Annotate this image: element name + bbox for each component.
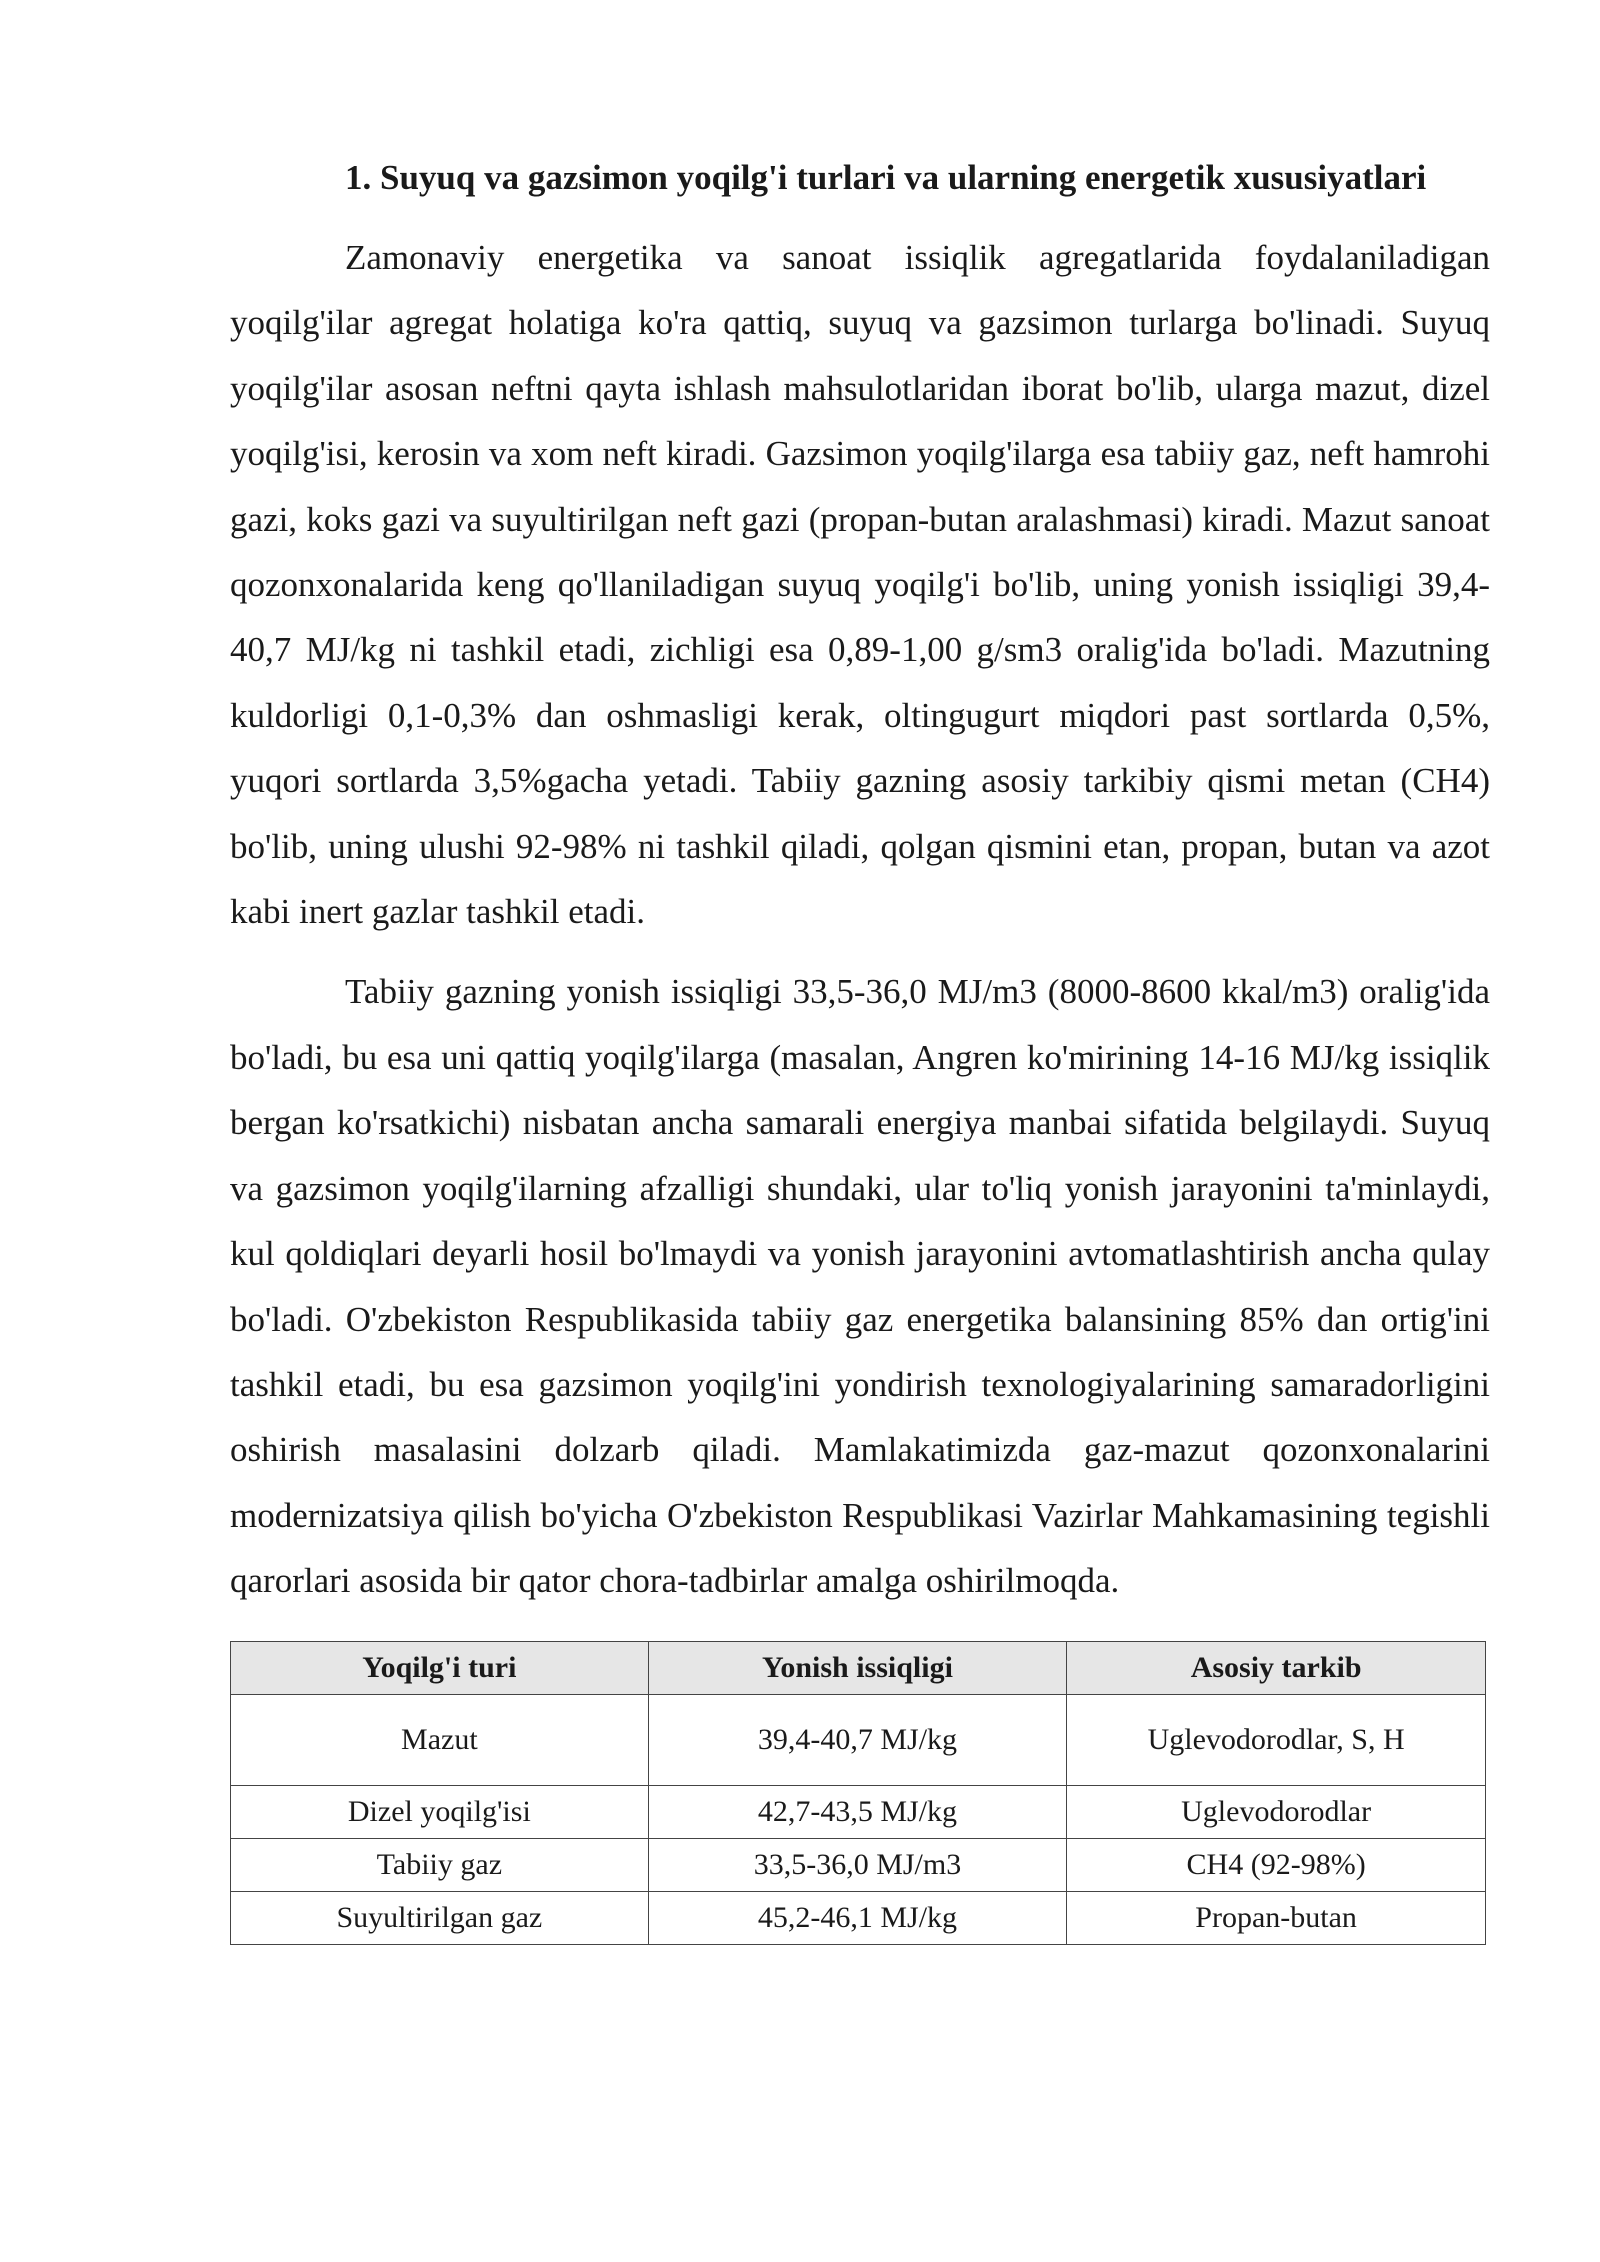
table-header-row: [231, 1641, 1486, 1694]
fuel-properties-table: [230, 1641, 1486, 1945]
cell-fuel-type: Suyultirilgan gaz: [231, 1891, 649, 1944]
cell-composition: Uglevodorodlar: [1067, 1785, 1486, 1838]
cell-heating-value: 42,7-43,5 MJ/kg: [648, 1785, 1067, 1838]
header-heating-value: Yonish issiqligi: [648, 1641, 1067, 1694]
table-row: [231, 1838, 1486, 1891]
table-row: [231, 1694, 1486, 1785]
cell-fuel-type: Tabiiy gaz: [231, 1838, 649, 1891]
cell-heating-value: 39,4-40,7 MJ/kg: [648, 1694, 1067, 1785]
document-body: [230, 145, 1490, 1945]
cell-fuel-type: Mazut: [231, 1694, 649, 1785]
header-main-composition: Asosiy tarkib: [1067, 1641, 1486, 1694]
cell-composition: CH4 (92-98%): [1067, 1838, 1486, 1891]
paragraph-2: Tabiiy gazning yonish issiqligi 33,5-36,0 MJ/m3 (8000-8600 kkal/m3) oralig'ida bo'ladi, bu esa uni qattiq yoqilg'ilarga (masalan, Angren ko'mirining 14-16 MJ/kg issiqlik bergan ko'rsatkichi) nisbatan ancha samarali energiya manbai sifatida belgilaydi. Suyuq va gazsimon yoqilg'ilarning afzalligi shundaki, ular to'liq yonish jarayonini ta'minlaydi, kul qoldiqlari deyarli hosil bo'lmaydi va yonish jarayonini avtomatlashtirish ancha qulay bo'ladi. O'zbekiston Respublikasida tabiiy gaz energetika balansining 85% dan ortig'ini tashkil etadi, bu esa gazsimon yoqilg'ini yondirish texnologiyalarining samaradorligini oshirish masalasini dolzarb qiladi. Mamlakatimizda gaz-mazut qozonxonalarini modernizatsiya qilish bo'yicha O'zbekiston Respublikasi Vazirlar Mahkamasining tegishli qarorlari asosida bir qator chora-tadbirlar amalga oshirilmoqda.: [230, 972, 1490, 1601]
header-fuel-type: Yoqilg'i turi: [231, 1641, 649, 1694]
fuel-table-wrapper: [230, 1641, 1486, 1945]
cell-composition: Uglevodorodlar, S, H: [1067, 1694, 1486, 1785]
cell-fuel-type: Dizel yoqilg'isi: [231, 1785, 649, 1838]
paragraph-1: Zamonaviy energetika va sanoat issiqlik agregatlarida foydalaniladigan yoqilg'ilar agregat holatiga ko'ra qattiq, suyuq va gazsimon turlarga bo'linadi. Suyuq yoqilg'ilar asosan neftni qayta ishlash mahsulotlaridan iborat bo'lib, ularga mazut, dizel yoqilg'isi, kerosin va xom neft kiradi. Gazsimon yoqilg'ilarga esa tabiiy gaz, neft hamrohi gazi, koks gazi va suyultirilgan neft gazi (propan-butan aralashmasi) kiradi. Mazut sanoat qozonxonalarida keng qo'llaniladigan suyuq yoqilg'i bo'lib, uning yonish issiqligi 39,4-40,7 MJ/kg ni tashkil etadi, zichligi esa 0,89-1,00 g/sm3 oralig'ida bo'ladi. Mazutning kuldorligi 0,1-0,3% dan oshmasligi kerak, oltingugurt miqdori past sortlarda 0,5%, yuqori sortlarda 3,5%gacha yetadi. Tabiiy gazning asosiy tarkibiy qismi metan (CH4) bo'lib, uning ulushi 92-98% ni tashkil qiladi, qolgan qismini etan, propan, butan va azot kabi inert gazlar tashkil etadi.: [230, 238, 1490, 932]
table-row: [231, 1785, 1486, 1838]
section-heading: 1. Suyuq va gazsimon yoqilg'i turlari va ularning energetik xususiyatlari: [345, 158, 1427, 197]
cell-heating-value: 33,5-36,0 MJ/m3: [648, 1838, 1067, 1891]
cell-composition: Propan-butan: [1067, 1891, 1486, 1944]
cell-heating-value: 45,2-46,1 MJ/kg: [648, 1891, 1067, 1944]
table-row: [231, 1891, 1486, 1944]
